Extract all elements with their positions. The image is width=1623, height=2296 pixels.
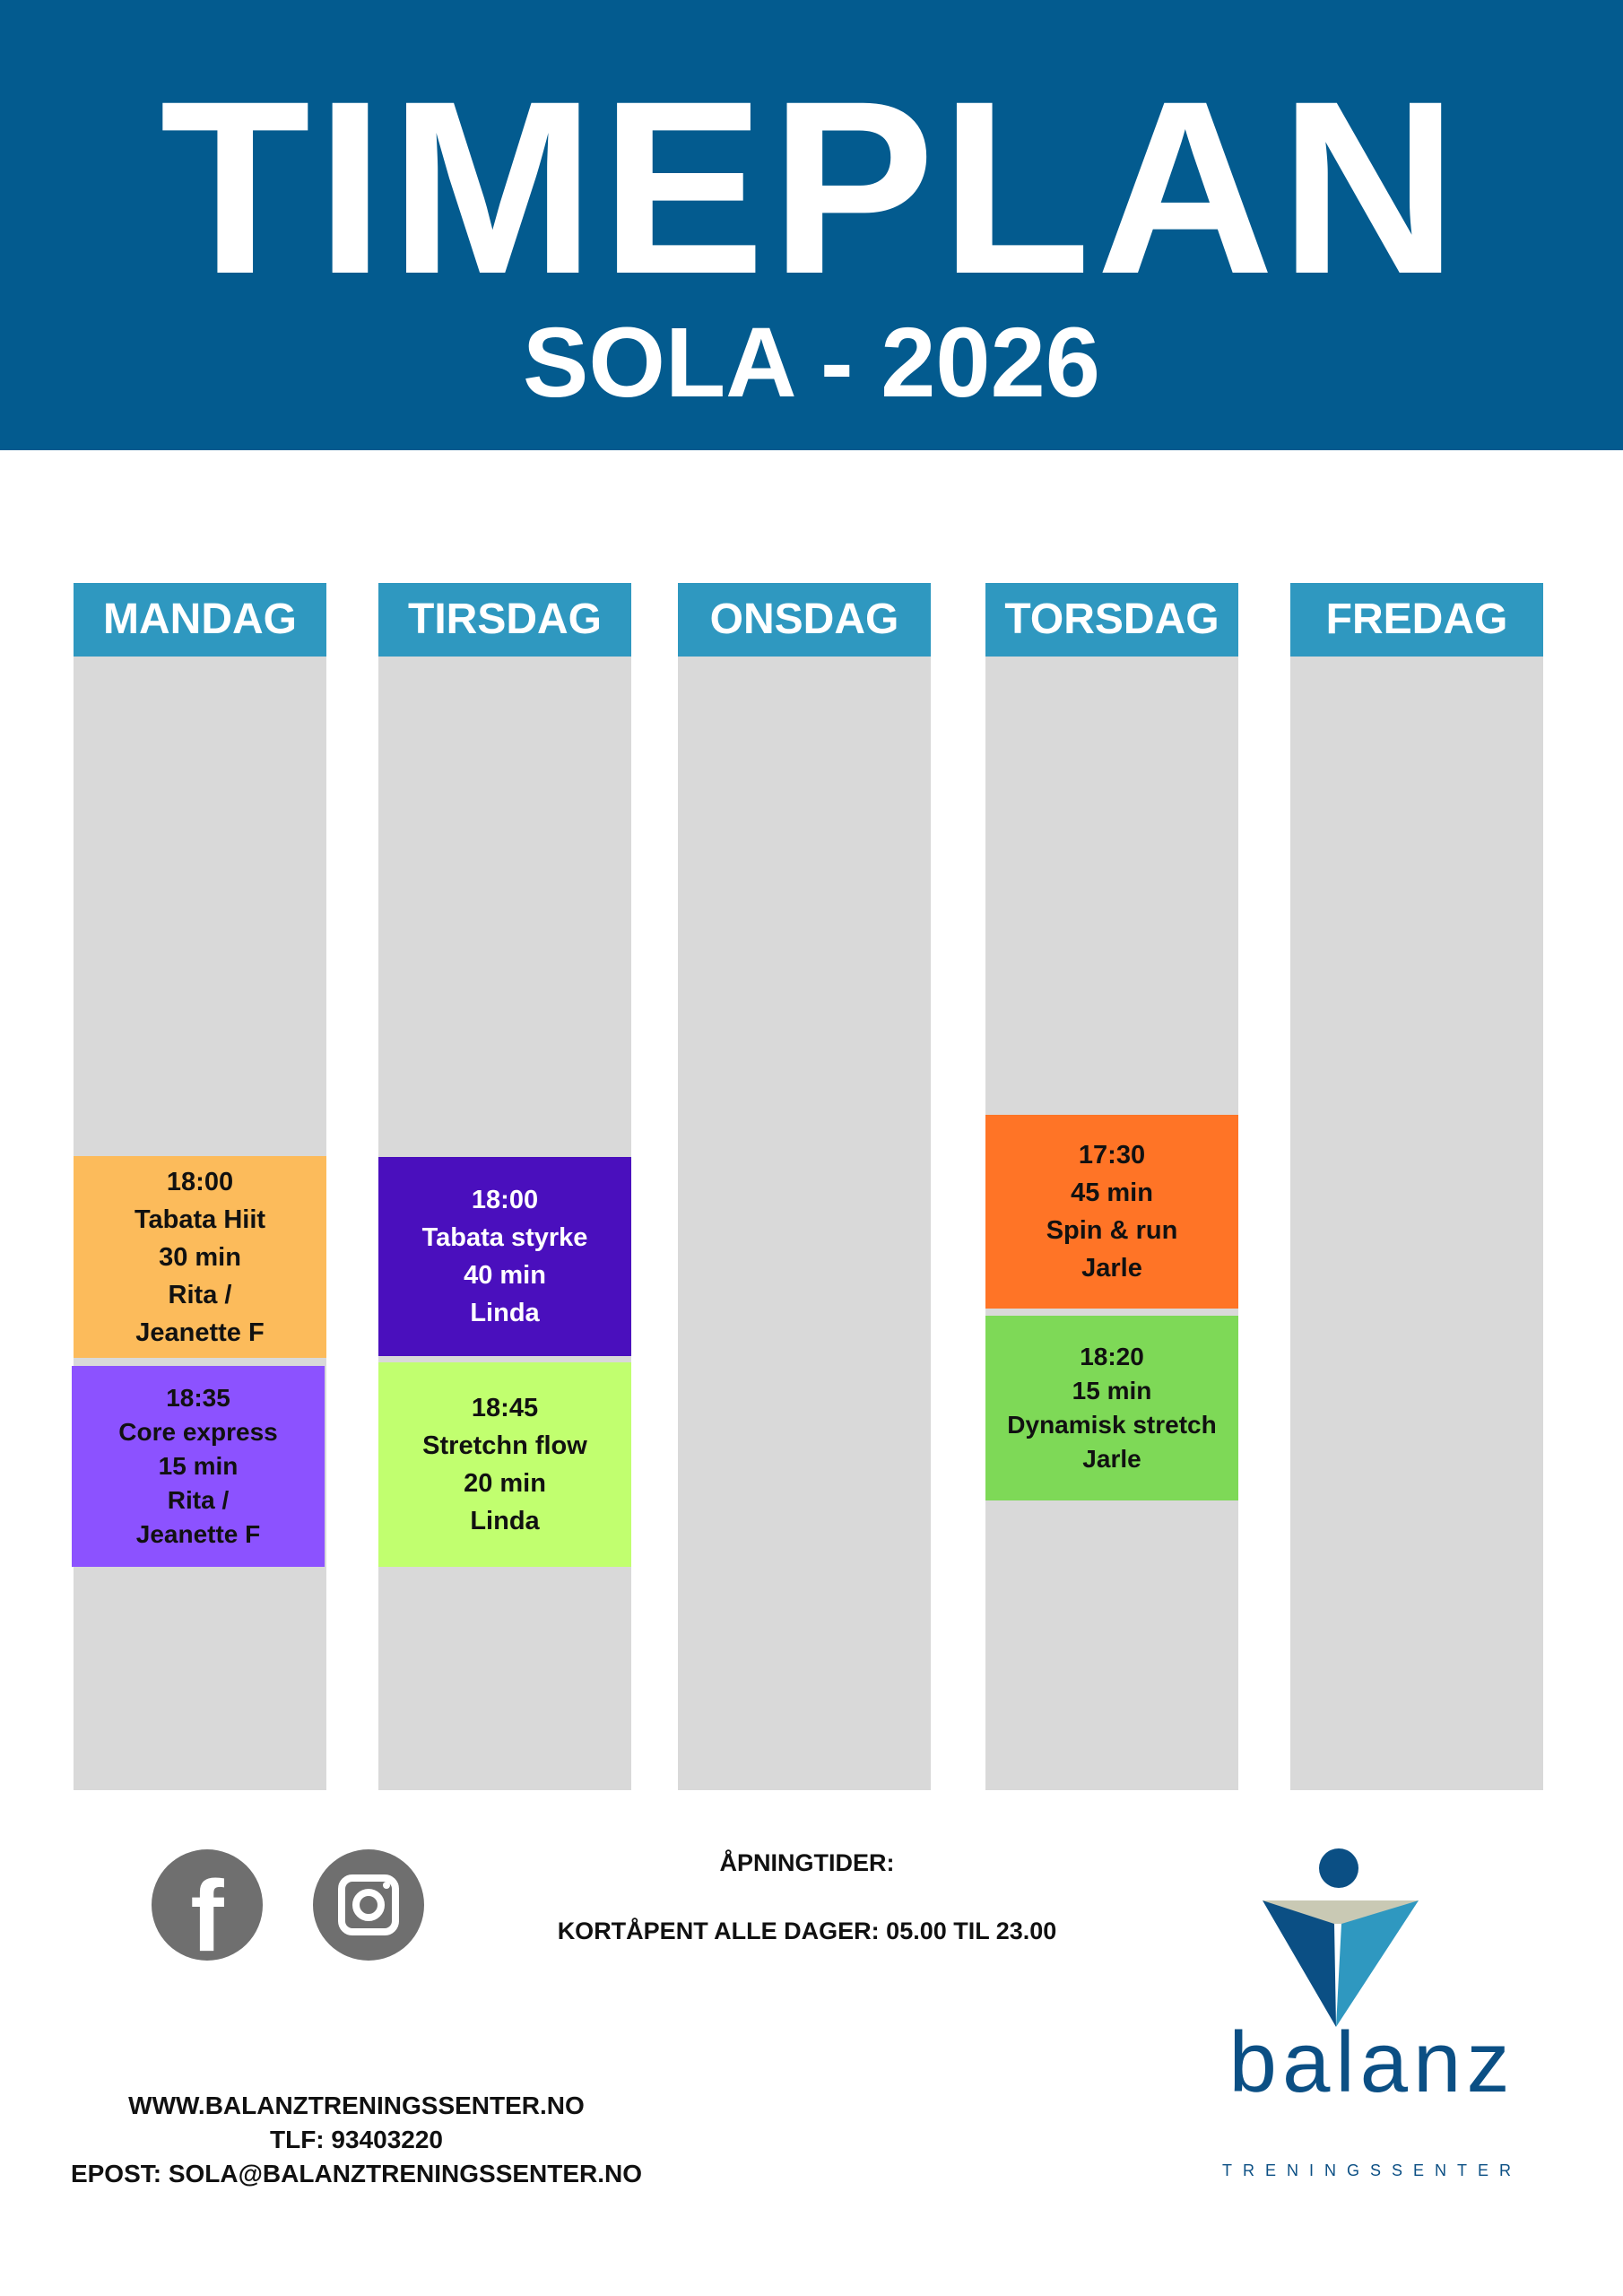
event-time: 17:30 [1078,1141,1146,1170]
day-header: TIRSDAG [378,583,631,657]
event-block[interactable] [985,1115,1238,1309]
website-link[interactable]: WWW.BALANZTRENINGSSENTER.NO [128,2092,585,2119]
event-block[interactable] [378,1362,631,1567]
event-instructor: Jarle [1082,1445,1141,1473]
event-instructor: Rita / [168,1280,232,1309]
opening-hours-heading: ÅPNINGTIDER: [719,1849,895,1876]
email-link[interactable]: EPOST: SOLA@BALANZTRENINGSSENTER.NO [70,2160,643,2187]
day-column-torsdag [985,583,1238,1790]
event-instructor: Linda [470,1299,540,1327]
event-time: 18:20 [1080,1343,1144,1370]
facebook-icon[interactable] [152,1849,263,1972]
event-block[interactable] [985,1316,1238,1500]
day-header: TORSDAG [985,583,1238,657]
event-duration: 15 min [158,1452,239,1480]
day-body [985,657,1238,1790]
event-duration: 45 min [1071,1178,1153,1207]
event-block[interactable] [378,1157,631,1356]
event-name: Stretchn flow [422,1431,587,1460]
day-header: ONSDAG [678,583,931,657]
event-name: Core express [118,1418,278,1446]
logo-wordmark: balanz [1228,2014,1515,2110]
event-instructor: Rita / [167,1486,230,1514]
event-block[interactable] [72,1366,325,1567]
event-time: 18:45 [471,1394,539,1422]
page-title: TIMEPLAN [160,50,1463,326]
header-banner [0,0,1623,450]
day-body [74,657,326,1790]
event-instructor: Jeanette F [135,1520,261,1548]
day-column-fredag [1290,583,1543,1790]
day-column-tirsdag [378,583,631,1790]
event-name: Dynamisk stretch [1007,1411,1217,1439]
instagram-dot [383,1882,390,1889]
event-instructor: Jeanette F [135,1318,265,1347]
instagram-lens [352,1889,385,1921]
day-column-onsdag [678,583,931,1790]
day-header: FREDAG [1290,583,1543,657]
facebook-letter: f [190,1860,224,1972]
event-instructor: Jarle [1081,1254,1142,1283]
day-body [1290,657,1543,1790]
opening-hours-text: KORTÅPENT ALLE DAGER: 05.00 TIL 23.00 [557,1918,1057,1944]
day-column-mandag [74,583,326,1790]
event-name: Tabata styrke [421,1223,588,1252]
event-duration: 20 min [464,1469,546,1498]
logo-subtitle: TRENINGSSENTER [1221,2161,1523,2179]
event-block[interactable] [74,1156,326,1358]
day-body [378,657,631,1790]
balanz-logo-icon [1255,1843,1426,2031]
event-instructor: Linda [470,1507,540,1535]
day-header: MANDAG [74,583,326,657]
event-name: Tabata Hiit [134,1205,266,1234]
day-body [678,657,931,1790]
event-name: Spin & run [1046,1216,1178,1245]
event-time: 18:35 [166,1384,230,1412]
page-subtitle: SOLA - 2026 [523,308,1100,418]
phone-number: TLF: 93403220 [270,2126,443,2153]
event-duration: 30 min [159,1242,241,1272]
event-time: 18:00 [166,1167,234,1196]
event-time: 18:00 [471,1186,539,1214]
event-duration: 15 min [1072,1377,1152,1405]
instagram-icon[interactable] [313,1849,424,1961]
event-duration: 40 min [464,1261,546,1290]
